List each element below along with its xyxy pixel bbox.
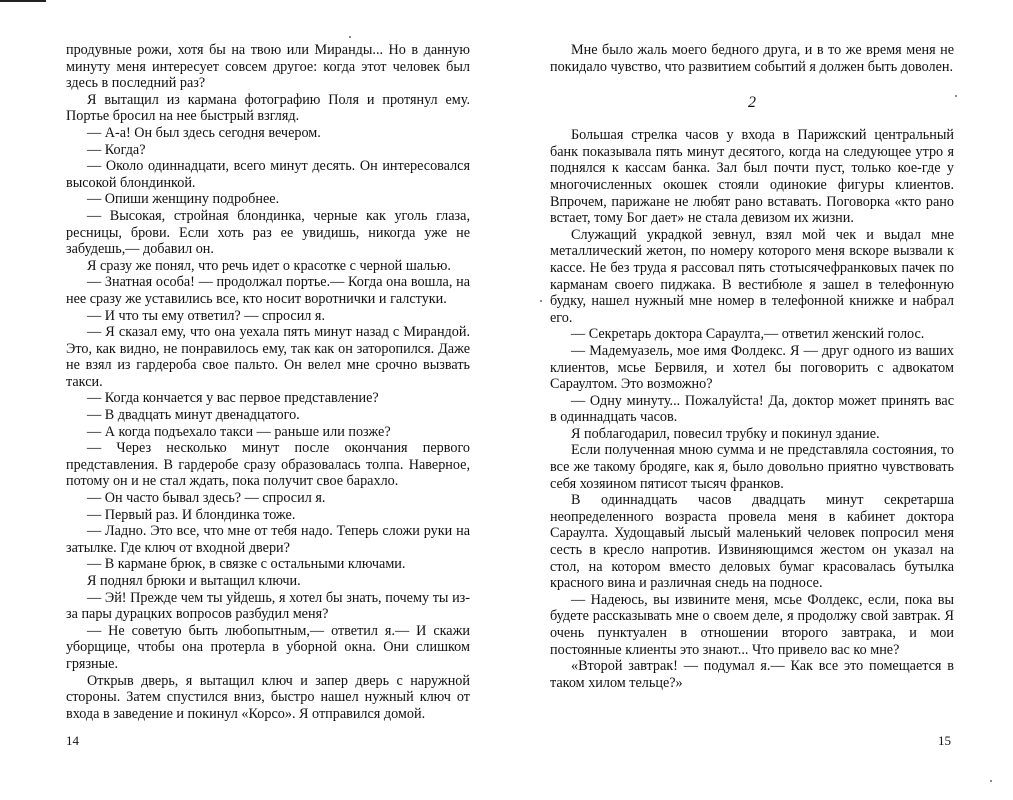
right-page bbox=[550, 42, 954, 691]
paragraph: — Надеюсь, вы извините меня, мсье Фолдекс, если, пока вы будете рассказывать мне о своем деле, я продолжу свой завтрак. Я очень пунктуален в отношении второго завтрака, и мои постоянные клиенты это знают... Что привело вас ко мне? bbox=[550, 591, 954, 658]
paragraph: Я поблагодарил, повесил трубку и покинул здание. bbox=[571, 425, 880, 442]
paragraph: Я сразу же понял, что речь идет о красотке с черной шалью. bbox=[87, 257, 451, 274]
paragraph: — А-а! Он был здесь сегодня вечером. bbox=[87, 124, 321, 141]
paragraph: — Ладно. Это все, что мне от тебя надо. Теперь сложи руки на затылке. Где ключ от входной двери? bbox=[66, 523, 470, 556]
paragraph: — А когда подъехало такси — раньше или позже? bbox=[87, 423, 391, 440]
scan-speck bbox=[990, 780, 992, 782]
paragraph: — Высокая, стройная блондинка, черные как уголь глаза, ресницы, брови. Если хоть раз ее увидишь, никогда уже не забудешь,— добавил он. bbox=[66, 207, 470, 258]
scan-speck bbox=[955, 95, 957, 97]
scan-speck bbox=[349, 36, 351, 38]
left-page bbox=[66, 42, 470, 722]
scan-edge-mark bbox=[0, 0, 46, 2]
paragraph: — Знатная особа! — продолжал портье.— Когда она вошла, на нее сразу же уставились все, кто носит воротнички и галстуки. bbox=[66, 274, 470, 307]
chapter-number: 2 bbox=[748, 94, 756, 112]
paragraph: Если полученная мною сумма и не представляла состояния, то все же такому бродяге, как я, было довольно приятно чувствовать себя хозяином пятисот тысяч франков. bbox=[550, 442, 954, 492]
scan-speck bbox=[540, 300, 542, 302]
paragraph: — Когда? bbox=[87, 141, 146, 158]
paragraph: — Около одиннадцати, всего минут десять. Он интересовался высокой блондинкой. bbox=[66, 158, 470, 191]
paragraph: — Мадемуазель, мое имя Фолдекс. Я — друг одного из ваших клиентов, мсье Бервиля, и хотел бы поговорить с адвокатом Сараултом. Это возможно? bbox=[550, 342, 954, 393]
paragraph: — Он часто бывал здесь? — спросил я. bbox=[87, 490, 326, 507]
paragraph: — В кармане брюк, в связке с остальными ключами. bbox=[87, 556, 406, 573]
paragraph: — Через несколько минут после окончания первого представления. В гардеробе сразу образовалась толпа. Наверное, потому он и не стал ждать, пока получит свое барахло. bbox=[66, 440, 470, 490]
paragraph: Я поднял брюки и вытащил ключи. bbox=[87, 573, 301, 589]
paragraph: — И что ты ему ответил? — спросил я. bbox=[87, 307, 326, 324]
paragraph: — В двадцать минут двенадцатого. bbox=[87, 407, 300, 424]
paragraph: — Не советую быть любопытным,— ответил я.— И скажи уборщице, чтобы она протерла в уборной окна. Они слишком грязные. bbox=[66, 622, 470, 672]
paragraph: «Второй завтрак! — подумал я.— Как все это помещается в таком хилом тельце?» bbox=[550, 658, 954, 691]
page-number-right: 15 bbox=[938, 733, 951, 748]
paragraph: — Опиши женщину подробнее. bbox=[87, 191, 280, 208]
paragraph: Большая стрелка часов у входа в Парижский центральный банк показывала пять минут десятого, когда на следующее утро я поднялся к кассам банка. Зал был почти пуст, только кое-где у многочисленных окошек стояли одинокие фигуры клиентов. Впрочем, парижане не любят рано вставать. Поговорка «кто рано встает, тому Бог дает» не стала девизом их жизни. bbox=[550, 127, 954, 227]
paragraph: Служащий украдкой зевнул, взял мой чек и выдал мне металлический жетон, по номеру которого меня вскоре вызвали к кассе. Не без труда я рассовал пять стотысячефранковых пачек по карманам своего пиджака. В вестибюле я зашел в телефонную будку, нашел нужный мне номер в телефонной книжке и набрал его. bbox=[550, 226, 954, 326]
paragraph: — Эй! Прежде чем ты уйдешь, я хотел бы знать, почему ты из-за пары дурацких вопросов разбудил меня? bbox=[66, 589, 470, 623]
paragraph: — Первый раз. И блондинка тоже. bbox=[87, 506, 296, 523]
paragraph: — Одну минуту... Пожалуйста! Да, доктор может принять вас в одиннадцать часов. bbox=[550, 392, 954, 426]
page-number-left: 14 bbox=[66, 733, 79, 748]
paragraph: — Я сказал ему, что она уехала пять минут назад с Мирандой. Это, как видно, не понравилось ему, так как он заторопился. Даже не взял из гардероба свое пальто. Он велел мне срочно вызвать такси. bbox=[66, 324, 470, 390]
paragraph: продувные рожи, хотя бы на твою или Миранды... Но в данную минуту меня интересует совсем другое: когда этот человек был здесь в последний раз? bbox=[66, 42, 470, 92]
paragraph: — Когда кончается у вас первое представление? bbox=[87, 390, 379, 407]
paragraph: — Секретарь доктора Сараулта,— ответил женский голос. bbox=[571, 326, 925, 343]
paragraph: Мне было жаль моего бедного друга, и в то же время меня не покидало чувство, что развитием событий я должен быть доволен. bbox=[550, 42, 954, 75]
paragraph: Открыв дверь, я вытащил ключ и запер дверь с наружной стороны. Затем спустился вниз, быстро нашел нужный ключ от входа в заведение и покинул «Корсо». Я отправился домой. bbox=[66, 672, 470, 722]
paragraph: В одиннадцать часов двадцать минут секретарша неопределенного возраста провела меня в кабинет доктора Сараулта. Худощавый лысый маленький человек попросил меня сесть в кресло напротив. Извиняющимся жестом он указал на стол, на котором вместо деловых бумаг красовалась бутылка красного вина и различная снедь на подносе. bbox=[550, 492, 954, 592]
paragraph: Я вытащил из кармана фотографию Поля и протянул ему. Портье бросил на нее быстрый взгляд. bbox=[66, 91, 470, 125]
